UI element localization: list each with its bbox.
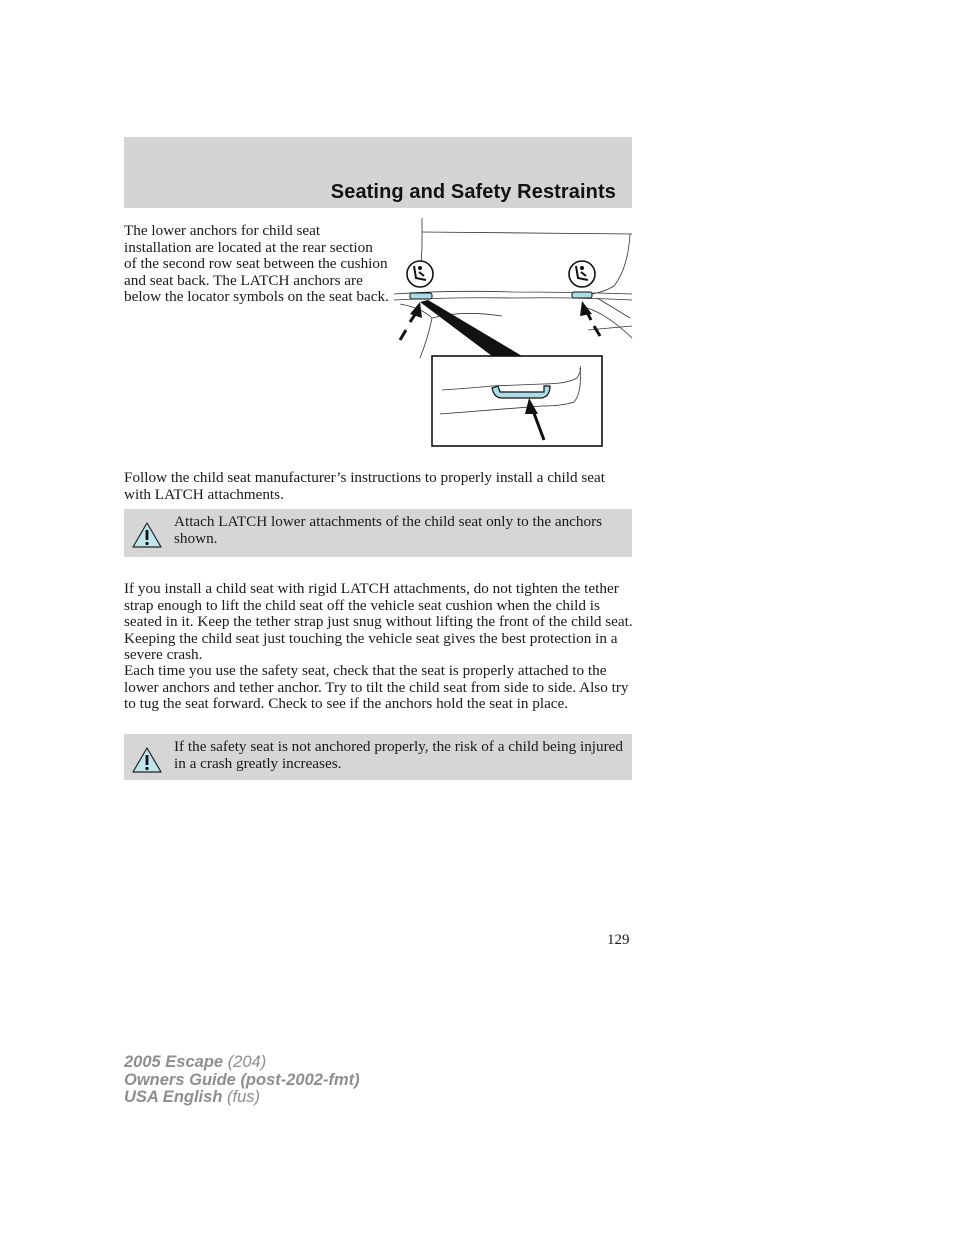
left-anchor [410, 293, 432, 299]
latch-anchor-illustration [392, 218, 637, 448]
footer-model: 2005 Escape [124, 1053, 224, 1071]
inset-closeup [432, 356, 602, 446]
warning-text: Attach LATCH lower attachments of the child seat only to the anchors shown. [174, 513, 603, 547]
section-header-band [124, 137, 632, 208]
section-title: Seating and Safety Restraints [330, 181, 616, 203]
right-anchor [572, 292, 592, 298]
seat-diagram [392, 218, 637, 448]
warning-box [124, 509, 632, 557]
page-number: 129 [607, 932, 630, 948]
child-seat-locator-icon [407, 261, 595, 287]
warning-triangle-icon [131, 521, 163, 549]
footer-model-code: (204) [227, 1053, 267, 1071]
paragraph: Follow the child seat manufacturer’s instructions to properly install a child seat with LATCH attachments. [124, 469, 605, 503]
footer-language: USA English [124, 1088, 223, 1106]
footer-guide: Owners Guide (post-2002-fmt) [124, 1070, 360, 1089]
footer-language-code: (fus) [227, 1088, 260, 1106]
document-footer [124, 1054, 360, 1107]
warning-text: If the safety seat is not anchored properly, the risk of a child being injured in a crash greatly increases. [174, 738, 624, 772]
intro-paragraph: The lower anchors for child seat installation are located at the rear section of the second row seat between the cushion and seat back. The LATCH anchors are below the locator symbols on the seat back. [124, 222, 389, 306]
warning-triangle-icon [131, 746, 163, 774]
paragraph: If you install a child seat with rigid LATCH attachments, do not tighten the tether strap enough to lift the child seat off the vehicle seat cushion when the child is seated in it. Keep the tether strap just snug without lifting the front of the child seat. Keeping the child seat just touching the vehicle seat gives the best protection in a severe crash. [124, 580, 633, 664]
paragraph: Each time you use the safety seat, check that the seat is properly attached to the lower anchors and tether anchor. Try to tilt the child seat from side to side. Also try to tug the seat forward. Check to see if the anchors hold the seat in place. [124, 662, 629, 713]
warning-box [124, 734, 632, 780]
